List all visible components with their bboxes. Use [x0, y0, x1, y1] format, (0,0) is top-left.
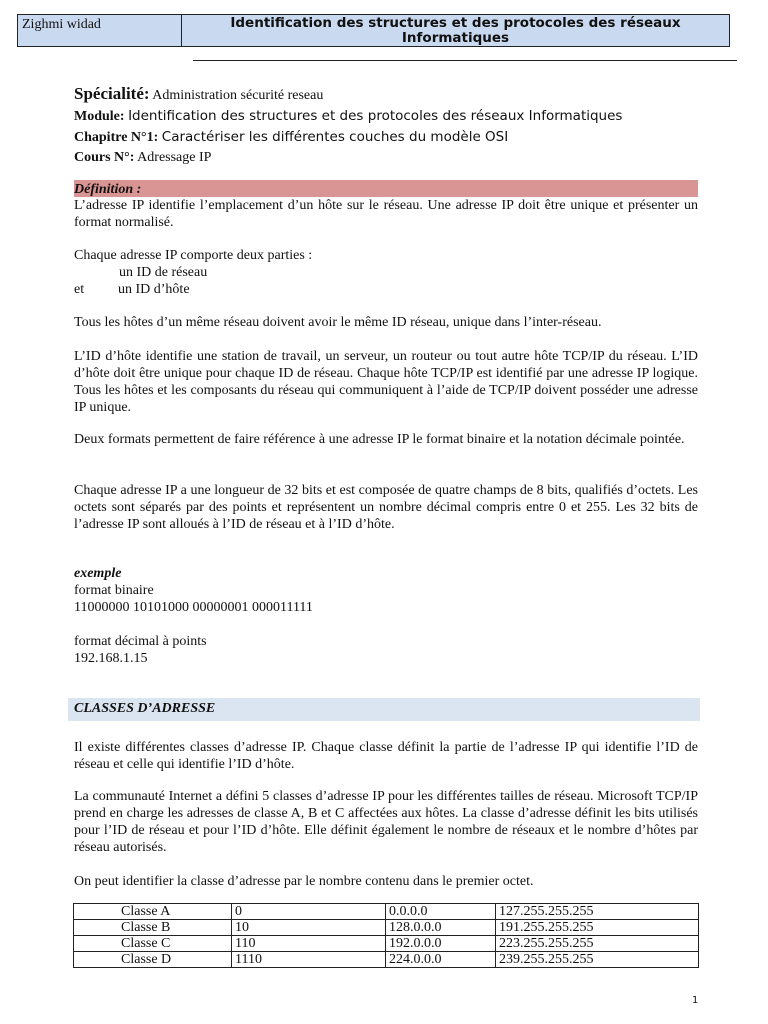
decimal-value: 192.168.1.15: [74, 651, 148, 666]
table-cell: 127.255.255.255: [496, 904, 699, 920]
table-cell: 224.0.0.0: [386, 952, 496, 968]
definition-parts-block: [74, 247, 698, 298]
definition-heading: Définition :: [74, 182, 142, 197]
table-row: [74, 952, 699, 968]
definition-paragraph-6: Chaque adresse IP a une longueur de 32 bits et est composée de quatre champs de 8 bits, qualifiés d’octets. Les octets sont séparés par des points et représentent un nombre décimal compris entre 0 et 255. Les 32 bits de l’adresse IP sont alloués à l’ID de réseau et à l’ID d’hôte.: [74, 483, 698, 532]
specialite-row: [74, 84, 622, 106]
table-cell: 0: [232, 904, 386, 920]
table-cell: Classe B: [74, 920, 232, 936]
page-header: [17, 14, 730, 47]
module-value: Identification des structures et des protocoles des réseaux Informatiques: [128, 108, 623, 124]
address-class-table: [73, 903, 699, 968]
cours-value: Adressage IP: [137, 150, 212, 165]
table-cell: 239.255.255.255: [496, 952, 699, 968]
binary-label: format binaire: [74, 583, 154, 598]
module-row: [74, 106, 622, 127]
table-cell: Classe D: [74, 952, 232, 968]
decimal-label: format décimal à points: [74, 634, 207, 649]
table-cell: 192.0.0.0: [386, 936, 496, 952]
chapitre-value: Caractériser les différentes couches du modèle OSI: [161, 129, 509, 145]
classes-paragraph-2: La communauté Internet a défini 5 classes d’adresse IP pour les différentes tailles de réseau. Microsoft TCP/IP prend en charge les adresses de classe A, B et C affectées aux hôtes. La classe d’adresse définit les bits utilisés pour l’ID de réseau et pour l’ID d’hôte. Elle définit également le nombre de réseaux et le nombre d’hôtes par réseau autorisés.: [74, 789, 698, 855]
title-line-1: Identification des structures et des protocoles des réseaux: [230, 15, 681, 31]
table-row: [74, 904, 699, 920]
classes-heading: CLASSES D’ADRESSE: [74, 701, 216, 716]
table-row: [74, 920, 699, 936]
classes-heading-bar: [68, 698, 700, 721]
document-title: [182, 15, 729, 46]
table-cell: 10: [232, 920, 386, 936]
parts-intro: Chaque adresse IP comporte deux parties :: [74, 248, 313, 263]
definition-paragraph-5: Deux formats permettent de faire référence à une adresse IP le format binaire et la notation décimale pointée.: [74, 432, 685, 447]
author-name: Zighmi widad: [18, 15, 182, 46]
definition-paragraph-3: Tous les hôtes d’un même réseau doivent avoir le même ID réseau, unique dans l’inter-réseau.: [74, 315, 602, 330]
table-cell: 0.0.0.0: [386, 904, 496, 920]
table-cell: 1110: [232, 952, 386, 968]
example-heading: exemple: [74, 566, 122, 581]
table-cell: Classe A: [74, 904, 232, 920]
definition-paragraph-4: L’ID d’hôte identifie une station de travail, un serveur, un routeur ou tout autre hôte TCP/IP du réseau. L’ID d’hôte doit être unique pour chaque ID de réseau. Chaque hôte TCP/IP est identifié par une adresse IP logique. Tous les hôtes et les composants du réseau qui communiquent à l’aide de TCP/IP doivent posséder une adresse IP unique.: [74, 349, 698, 415]
chapitre-label: Chapitre N°1:: [74, 130, 159, 145]
example-block: [74, 565, 698, 667]
specialite-value: Administration sécurité reseau: [152, 88, 324, 103]
specialite-label: Spécialité:: [74, 84, 150, 103]
part-network-id: un ID de réseau: [119, 265, 208, 280]
part-host-id: un ID d’hôte: [118, 282, 190, 297]
cours-row: [74, 148, 622, 168]
module-label: Module:: [74, 109, 125, 124]
classes-paragraph-1: Il existe différentes classes d’adresse IP. Chaque classe définit la partie de l’adresse IP qui identifie l’ID de réseau et celle qui identifie l’ID d’hôte.: [74, 740, 698, 772]
table-cell: 110: [232, 936, 386, 952]
course-meta: [74, 84, 622, 168]
table-cell: Classe C: [74, 936, 232, 952]
table-cell: 128.0.0.0: [386, 920, 496, 936]
table-cell: 223.255.255.255: [496, 936, 699, 952]
table-cell: 191.255.255.255: [496, 920, 699, 936]
chapitre-row: [74, 127, 622, 148]
cours-label: Cours N°:: [74, 150, 135, 165]
definition-heading-bar: [74, 180, 698, 197]
part-connector: et: [74, 282, 85, 297]
classes-paragraph-3: On peut identifier la classe d’adresse par le nombre contenu dans le premier octet.: [74, 874, 534, 889]
table-row: [74, 936, 699, 952]
title-line-2: Informatiques: [401, 30, 510, 46]
example-spacer: [74, 616, 698, 633]
binary-value: 11000000 10101000 00000001 000011111: [74, 600, 313, 615]
header-rule: [193, 60, 737, 61]
definition-paragraph-1: L’adresse IP identifie l’emplacement d’un hôte sur le réseau. Une adresse IP doit être unique et présenter un format normalisé.: [74, 198, 698, 230]
part-host-row: [74, 281, 698, 298]
page-number: 1: [692, 995, 699, 1006]
